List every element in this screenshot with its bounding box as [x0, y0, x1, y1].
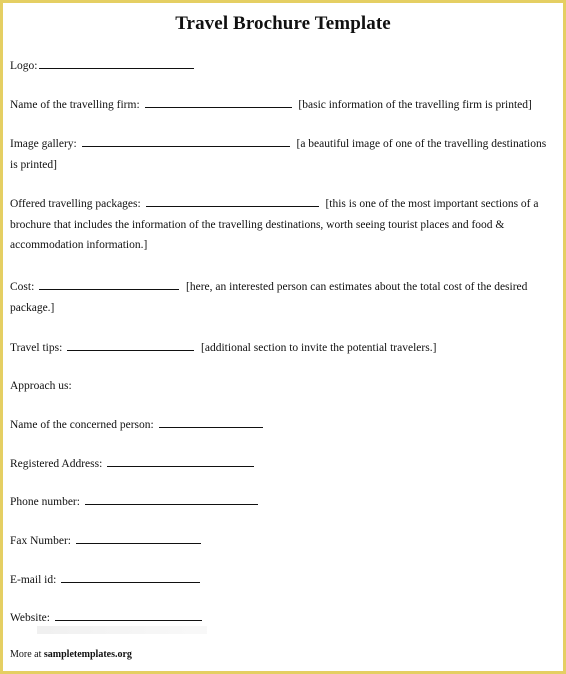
image-gallery-note: [a beautiful image of one of the travelling destinations is printed] [10, 138, 547, 171]
registered-address-blank-line[interactable] [107, 456, 254, 467]
cost-note: [here, an interested person can estimates about the total cost of the desired package.] [10, 281, 528, 314]
email-id-blank-line[interactable] [61, 572, 200, 583]
email-id-label: E-mail id: [10, 574, 57, 586]
travel-tips-note: [additional section to invite the potential travelers.] [201, 342, 437, 354]
field-image-gallery [10, 134, 556, 175]
approach-us-label: Approach us: [10, 380, 72, 392]
field-fax-number [10, 531, 556, 552]
phone-number-label: Phone number: [10, 496, 80, 508]
concerned-person-blank-line[interactable] [159, 417, 263, 428]
travel-tips-label: Travel tips: [10, 342, 63, 354]
fax-number-blank-line[interactable] [76, 533, 201, 544]
field-logo [10, 56, 556, 77]
field-phone-number [10, 492, 556, 513]
logo-blank-line[interactable] [39, 58, 194, 69]
field-registered-address [10, 454, 556, 475]
concerned-person-label: Name of the concerned person: [10, 419, 154, 431]
image-gallery-label: Image gallery: [10, 138, 77, 150]
field-travel-tips [10, 338, 556, 359]
footer-prefix: More at [10, 649, 42, 660]
logo-label: Logo: [10, 60, 38, 72]
cost-blank-line[interactable] [39, 279, 179, 290]
travelling-packages-note: [this is one of the most important sections of a brochure that includes the information of the travelling destinations, worth seeing tourist places and food & accommodation information.] [10, 198, 539, 251]
registered-address-label: Registered Address: [10, 458, 103, 470]
field-cost [10, 277, 556, 318]
travelling-packages-blank-line[interactable] [146, 196, 319, 207]
field-travelling-packages [10, 194, 556, 256]
footer-site-link[interactable]: sampletemplates.org [43, 649, 132, 660]
field-email-id [10, 570, 556, 591]
field-travelling-firm [10, 95, 556, 116]
travelling-firm-blank-line[interactable] [145, 97, 292, 108]
travelling-packages-label: Offered travelling packages: [10, 198, 141, 210]
document-title: Travel Brochure Template [175, 13, 391, 34]
image-gallery-blank-line[interactable] [82, 136, 290, 147]
field-approach-us [10, 376, 556, 397]
travelling-firm-note: [basic information of the travelling firm is printed] [298, 99, 532, 111]
travel-tips-blank-line[interactable] [67, 340, 194, 351]
faded-watermark-line [37, 626, 207, 634]
phone-number-blank-line[interactable] [85, 494, 258, 505]
field-concerned-person [10, 415, 556, 436]
cost-label: Cost: [10, 281, 35, 293]
travelling-firm-label: Name of the travelling firm: [10, 99, 140, 111]
fax-number-label: Fax Number: [10, 535, 72, 547]
website-blank-line[interactable] [55, 610, 202, 621]
footer-credit [10, 649, 132, 660]
website-label: Website: [10, 612, 50, 624]
